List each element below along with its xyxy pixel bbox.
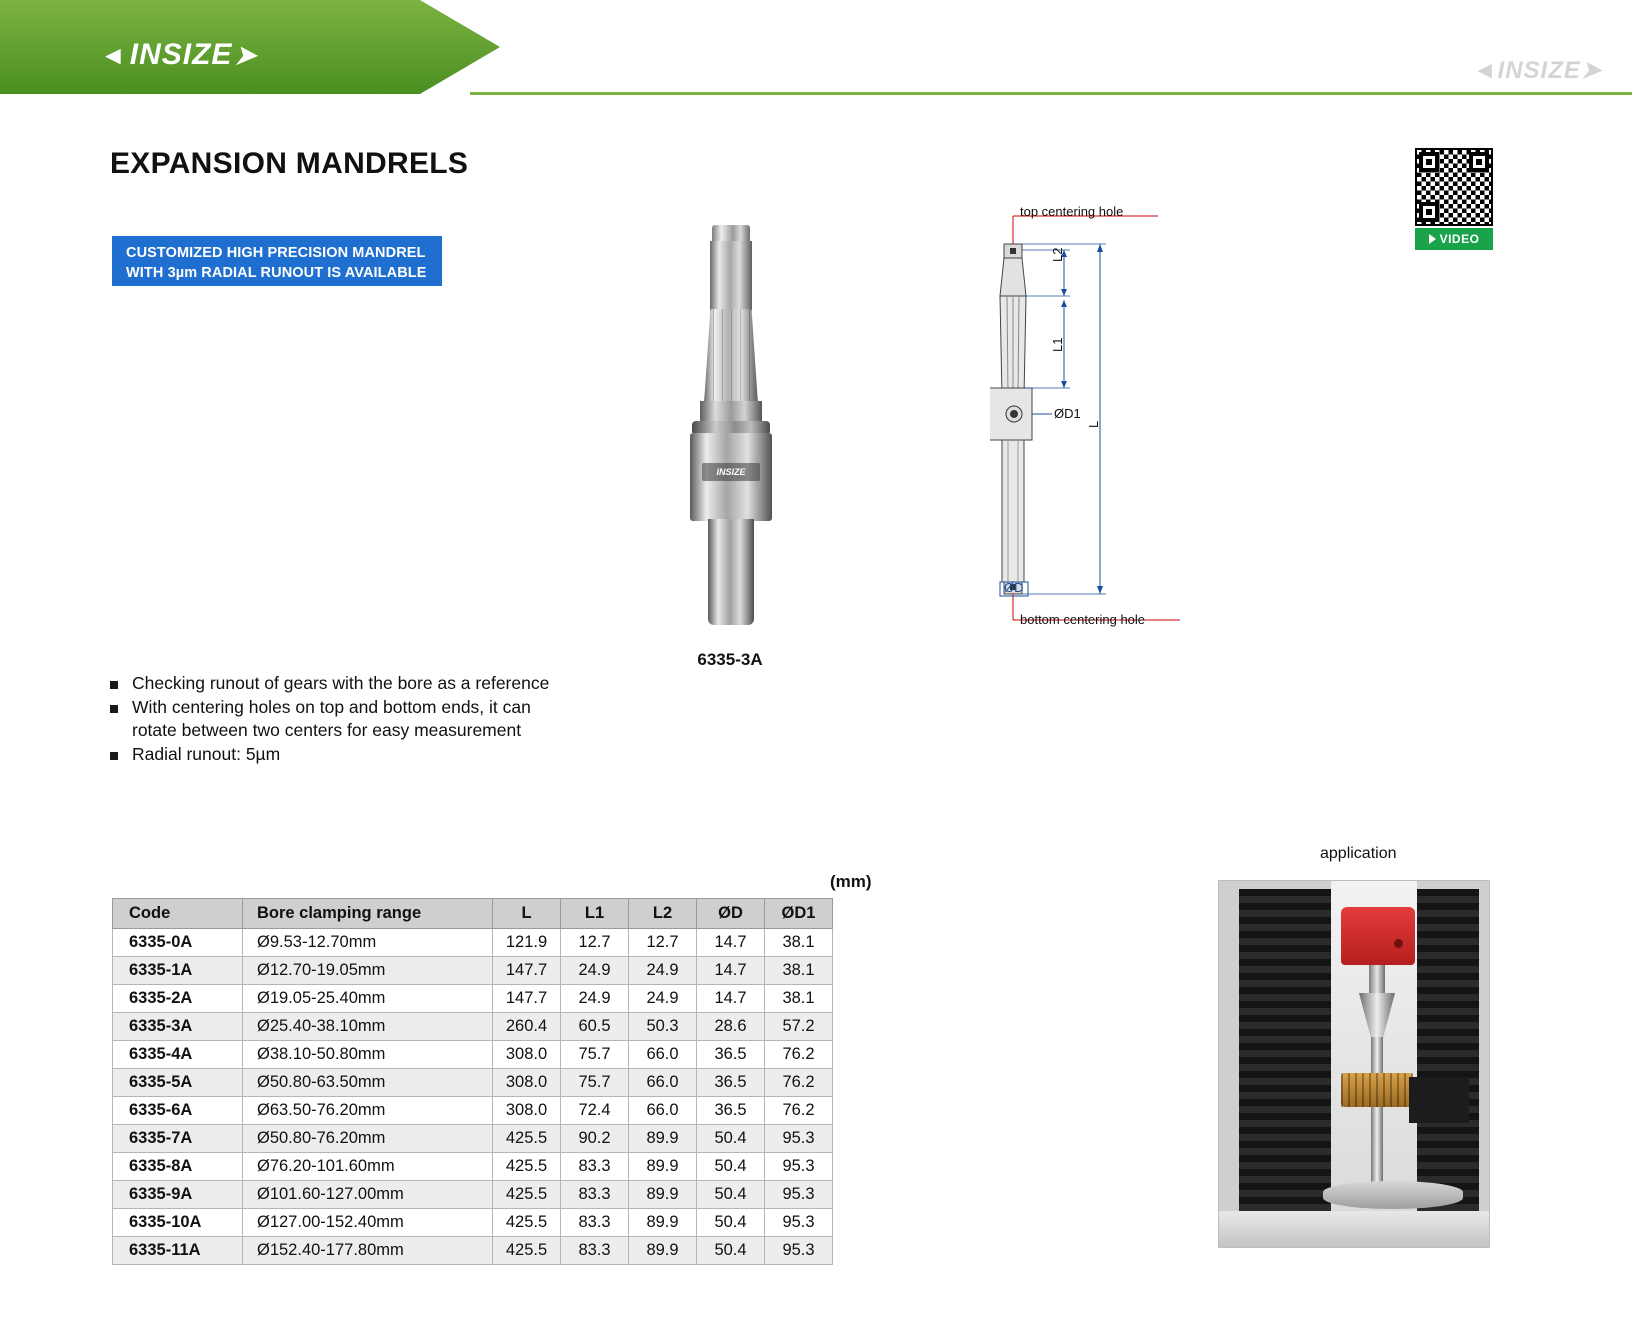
cell-code: 6335-5A	[113, 1069, 243, 1097]
cell-range: Ø19.05-25.40mm	[243, 985, 493, 1013]
play-icon	[1429, 234, 1436, 244]
cell-l: 121.9	[493, 929, 561, 957]
cell-d1: 57.2	[765, 1013, 833, 1041]
cell-d: 50.4	[697, 1153, 765, 1181]
dimension-D: ØD	[1004, 580, 1024, 595]
table-row	[113, 1153, 833, 1181]
cell-range: Ø152.40-177.80mm	[243, 1237, 493, 1265]
table-row	[113, 1181, 833, 1209]
cell-code: 6335-1A	[113, 957, 243, 985]
cell-l: 425.5	[493, 1153, 561, 1181]
cell-l2: 66.0	[629, 1069, 697, 1097]
cell-d1: 95.3	[765, 1181, 833, 1209]
top-centering-hole-label: top centering hole	[1020, 204, 1124, 219]
qr-code[interactable]	[1415, 148, 1493, 226]
mandrel-lower-shaft	[708, 519, 754, 625]
application-caption: application	[1320, 845, 1397, 862]
cell-l1: 24.9	[561, 985, 629, 1013]
qr-finder-icon	[1419, 202, 1439, 222]
cell-d: 14.7	[697, 929, 765, 957]
cell-l1: 75.7	[561, 1069, 629, 1097]
cell-range: Ø50.80-76.20mm	[243, 1125, 493, 1153]
cell-l: 425.5	[493, 1181, 561, 1209]
cell-l2: 89.9	[629, 1181, 697, 1209]
mandrel-body-logo: INSIZE	[702, 463, 760, 481]
cell-l2: 24.9	[629, 957, 697, 985]
cell-l1: 60.5	[561, 1013, 629, 1041]
cell-d1: 38.1	[765, 985, 833, 1013]
watermark-right-arrow-icon: ➤	[1580, 57, 1602, 84]
list-item	[110, 696, 580, 742]
table-row	[113, 1069, 833, 1097]
mandrel-upper-shaft	[710, 241, 752, 311]
callout-line-1: CUSTOMIZED HIGH PRECISION MANDREL	[126, 245, 426, 261]
application-photo	[1218, 880, 1490, 1248]
table-row	[113, 1041, 833, 1069]
cell-range: Ø38.10-50.80mm	[243, 1041, 493, 1069]
table-row	[113, 1125, 833, 1153]
feature-text: Radial runout: 5µm	[132, 744, 281, 765]
cell-d1: 76.2	[765, 1097, 833, 1125]
cell-d1: 38.1	[765, 929, 833, 957]
logo-text: INSIZE	[129, 38, 233, 71]
logo-right-arrow-icon: ➤	[234, 39, 258, 70]
product-photo	[660, 225, 800, 625]
cell-l2: 50.3	[629, 1013, 697, 1041]
cell-l: 425.5	[493, 1125, 561, 1153]
bottom-centering-hole-label: bottom centering hole	[1020, 612, 1146, 627]
cell-l: 425.5	[493, 1209, 561, 1237]
cell-d: 50.4	[697, 1209, 765, 1237]
cell-code: 6335-10A	[113, 1209, 243, 1237]
machine-indicator-dot	[1394, 939, 1403, 948]
column-header-l1: L1	[561, 899, 629, 929]
cell-l2: 24.9	[629, 985, 697, 1013]
feature-text: With centering holes on top and bottom ends, it can rotate between two centers for easy measurement	[132, 697, 531, 741]
column-header-d: ØD	[697, 899, 765, 929]
specification-table	[112, 898, 833, 1265]
cell-l1: 72.4	[561, 1097, 629, 1125]
column-header-l2: L2	[629, 899, 697, 929]
cell-l1: 24.9	[561, 957, 629, 985]
cell-d1: 95.3	[765, 1209, 833, 1237]
cell-code: 6335-3A	[113, 1013, 243, 1041]
table-row	[113, 1237, 833, 1265]
column-header-code: Code	[113, 899, 243, 929]
cell-l1: 83.3	[561, 1153, 629, 1181]
cell-d: 36.5	[697, 1097, 765, 1125]
workpiece-gear-teeth	[1341, 1073, 1413, 1107]
cell-d: 50.4	[697, 1125, 765, 1153]
cell-l: 308.0	[493, 1041, 561, 1069]
cell-d: 14.7	[697, 957, 765, 985]
dimension-L2: L2	[1050, 247, 1065, 262]
cell-code: 6335-6A	[113, 1097, 243, 1125]
technical-drawing	[990, 200, 1240, 640]
dimension-L: L	[1086, 420, 1101, 428]
column-header-d1: ØD1	[765, 899, 833, 929]
cell-l2: 66.0	[629, 1097, 697, 1125]
insize-logo	[100, 38, 257, 72]
dimension-L1: L1	[1050, 337, 1065, 352]
cell-d1: 95.3	[765, 1153, 833, 1181]
machine-floor	[1219, 1211, 1490, 1248]
cell-d1: 95.3	[765, 1237, 833, 1265]
machine-base-plate	[1323, 1181, 1463, 1209]
table-row	[113, 1209, 833, 1237]
cell-d: 36.5	[697, 1041, 765, 1069]
watermark-left-arrow-icon: ◄	[1472, 56, 1498, 84]
bullet-square-icon	[110, 752, 118, 760]
table-row	[113, 1097, 833, 1125]
cell-l1: 90.2	[561, 1125, 629, 1153]
cell-d1: 95.3	[765, 1125, 833, 1153]
list-item	[110, 672, 580, 695]
cell-range: Ø9.53-12.70mm	[243, 929, 493, 957]
cell-d: 36.5	[697, 1069, 765, 1097]
cell-d: 50.4	[697, 1181, 765, 1209]
cell-d: 28.6	[697, 1013, 765, 1041]
cell-l: 308.0	[493, 1069, 561, 1097]
qr-finder-icon	[1469, 152, 1489, 172]
cell-range: Ø76.20-101.60mm	[243, 1153, 493, 1181]
machine-red-head	[1341, 907, 1415, 965]
cell-l2: 66.0	[629, 1041, 697, 1069]
cell-code: 6335-11A	[113, 1237, 243, 1265]
cell-code: 6335-0A	[113, 929, 243, 957]
cell-l: 308.0	[493, 1097, 561, 1125]
cell-l: 260.4	[493, 1013, 561, 1041]
cell-l1: 83.3	[561, 1181, 629, 1209]
cell-l: 425.5	[493, 1237, 561, 1265]
cell-range: Ø25.40-38.10mm	[243, 1013, 493, 1041]
cell-d: 50.4	[697, 1237, 765, 1265]
watermark-text: INSIZE	[1497, 56, 1581, 84]
cell-range: Ø50.80-63.50mm	[243, 1069, 493, 1097]
cell-l2: 89.9	[629, 1209, 697, 1237]
cell-l1: 83.3	[561, 1209, 629, 1237]
bullet-square-icon	[110, 705, 118, 713]
cell-code: 6335-7A	[113, 1125, 243, 1153]
table-row	[113, 957, 833, 985]
video-label: VIDEO	[1439, 232, 1480, 246]
cell-range: Ø63.50-76.20mm	[243, 1097, 493, 1125]
column-header-l: L	[493, 899, 561, 929]
cell-l2: 89.9	[629, 1153, 697, 1181]
header-divider	[470, 92, 1632, 95]
insize-watermark-logo	[1473, 56, 1602, 85]
qr-finder-icon	[1419, 152, 1439, 172]
feature-text: Checking runout of gears with the bore as a reference	[132, 673, 550, 693]
cell-l1: 75.7	[561, 1041, 629, 1069]
cell-l2: 89.9	[629, 1237, 697, 1265]
cell-d1: 38.1	[765, 957, 833, 985]
cell-l2: 89.9	[629, 1125, 697, 1153]
machine-dark-panel-left	[1239, 889, 1331, 1219]
cell-l: 147.7	[493, 985, 561, 1013]
list-item	[110, 743, 580, 766]
cell-l2: 12.7	[629, 929, 697, 957]
product-photo-caption: 6335-3A	[697, 650, 763, 669]
table-row	[113, 1013, 833, 1041]
table-row	[113, 929, 833, 957]
mandrel-shaft-in-machine	[1371, 1037, 1383, 1187]
cell-code: 6335-9A	[113, 1181, 243, 1209]
cell-range: Ø12.70-19.05mm	[243, 957, 493, 985]
page-header	[0, 0, 1632, 100]
cell-code: 6335-2A	[113, 985, 243, 1013]
table-header-row	[113, 899, 833, 929]
machine-spindle	[1369, 965, 1385, 995]
dimension-D1: ØD1	[1054, 406, 1081, 421]
video-badge[interactable]	[1415, 228, 1493, 250]
cell-l1: 83.3	[561, 1237, 629, 1265]
page-title: EXPANSION MANDRELS	[110, 147, 469, 180]
cell-d1: 76.2	[765, 1069, 833, 1097]
machine-dark-panel-right	[1417, 889, 1479, 1219]
cell-l: 147.7	[493, 957, 561, 985]
cell-range: Ø127.00-152.40mm	[243, 1209, 493, 1237]
callout-line-2: WITH 3µm RADIAL RUNOUT IS AVAILABLE	[126, 264, 427, 281]
cell-range: Ø101.60-127.00mm	[243, 1181, 493, 1209]
mandrel-collet-slots	[704, 309, 758, 404]
drawing-svg	[990, 200, 1240, 640]
customization-callout	[112, 236, 442, 286]
logo-left-arrow-icon: ◄	[100, 39, 127, 70]
cell-d1: 76.2	[765, 1041, 833, 1069]
table-row	[113, 985, 833, 1013]
cell-code: 6335-8A	[113, 1153, 243, 1181]
measuring-arm	[1409, 1077, 1469, 1123]
cell-d: 14.7	[697, 985, 765, 1013]
unit-label: (mm)	[830, 872, 872, 891]
column-header-bore-range: Bore clamping range	[243, 899, 493, 929]
feature-list	[110, 672, 580, 767]
cell-l1: 12.7	[561, 929, 629, 957]
bullet-square-icon	[110, 681, 118, 689]
cell-code: 6335-4A	[113, 1041, 243, 1069]
